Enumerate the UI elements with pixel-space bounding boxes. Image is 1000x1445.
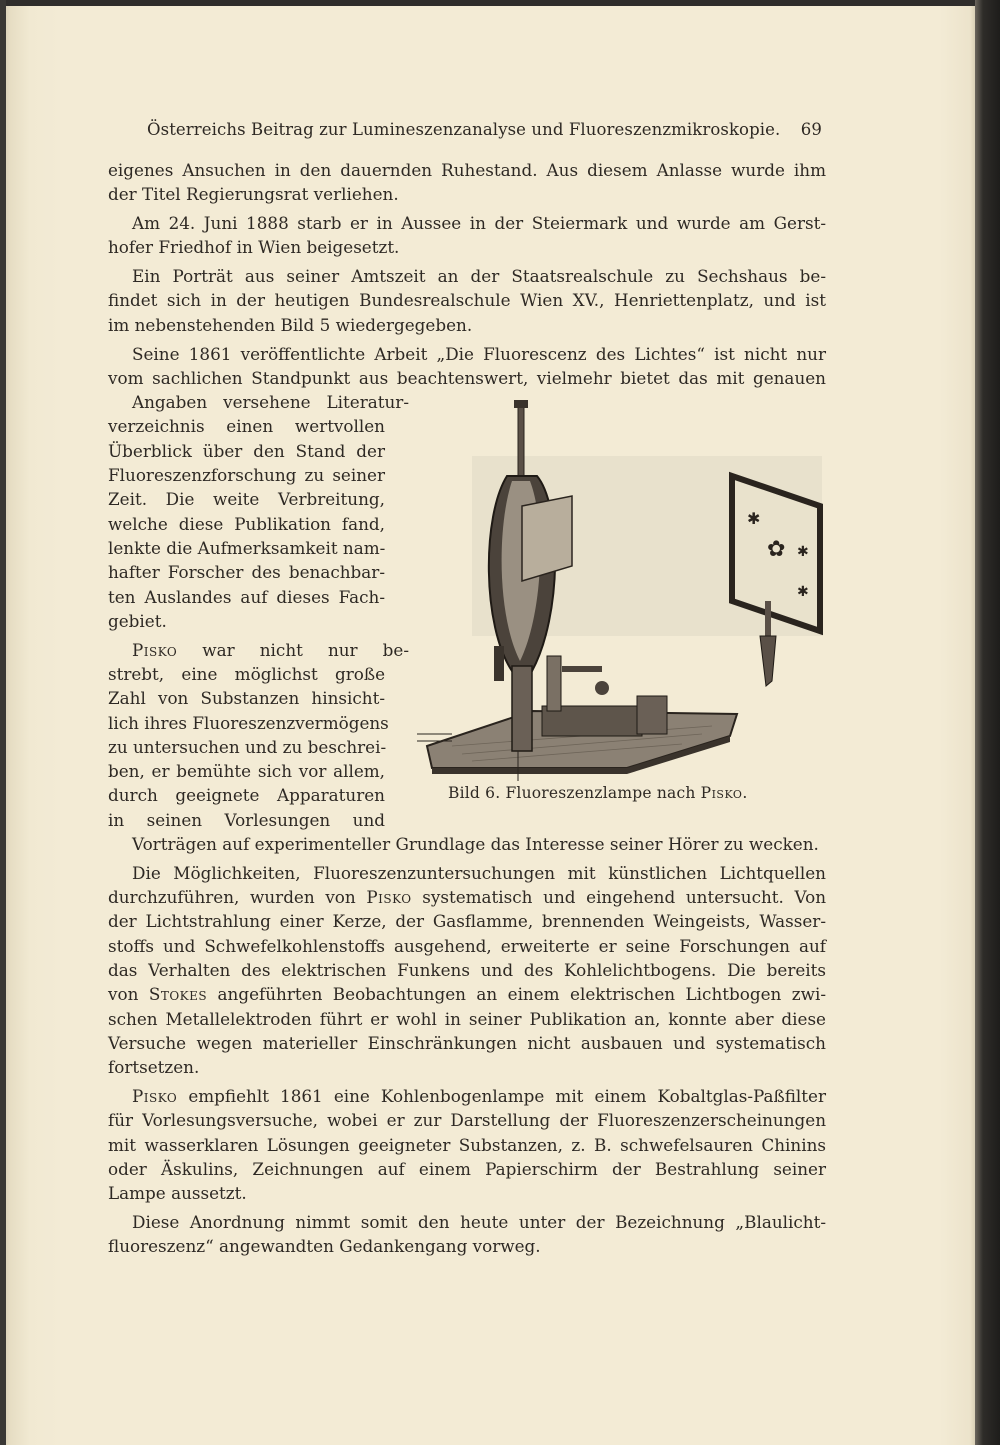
page-number: 69: [800, 120, 822, 139]
electrode-holder: [547, 656, 561, 711]
text-line: in seinen Vorlesungen und: [108, 809, 385, 830]
text-line: strebt, eine möglichst große: [108, 663, 385, 684]
text-line: Zeit. Die weite Verbreitung,: [108, 489, 385, 510]
text-line: für Vorlesungsversuche, wobei er zur Darstellung der Fluoreszenzerscheinungen: [108, 1110, 826, 1131]
text-line: Überblick über den Stand der: [108, 440, 385, 461]
small-caps-name: Pisko: [132, 639, 178, 660]
paragraph: [108, 264, 826, 337]
small-caps-name: Stokes: [148, 984, 208, 1005]
text-lines: [108, 832, 826, 856]
text-line: ben, er bemühte sich vor allem,: [108, 761, 385, 782]
svg-text:✿: ✿: [767, 537, 786, 562]
text-line: [108, 982, 826, 1006]
text-line: Lampe aussetzt.: [108, 1183, 247, 1204]
text-line: Am 24. Juni 1888 starb er in Aussee in der Steiermark und wurde am Gerst-: [132, 213, 826, 234]
small-caps-name: Pisko: [132, 1085, 178, 1106]
text-lines: [108, 1084, 826, 1205]
scan-left-edge: [0, 0, 6, 1445]
text-line: Angaben versehene Literatur-: [132, 392, 409, 413]
text-line: [108, 885, 826, 909]
screen-stand-holder: [760, 636, 776, 686]
text-segment: angeführten Beobachtungen an einem elektrischen Lichtbogen zwi-: [207, 984, 826, 1005]
text-line: eigenes Ansuchen in den dauernden Ruhestand. Aus diesem Anlasse wurde ihm: [108, 160, 826, 180]
paragraph: [108, 158, 826, 207]
text-line: ten Auslandes auf dieses Fach-: [108, 586, 385, 607]
text-line: Versuche wegen materieller Einschränkungen nicht ausbauen und systematisch: [108, 1032, 826, 1053]
svg-text:✱: ✱: [747, 509, 761, 528]
text-line: Ein Porträt aus seiner Amtszeit an der Staatsrealschule zu Sechshaus be-: [132, 266, 826, 287]
text-lines: [108, 342, 826, 391]
paragraph: [108, 1084, 826, 1205]
text-line: gebiet.: [108, 610, 167, 631]
small-caps-name: Pisko: [700, 784, 743, 802]
text-lines: [108, 1210, 826, 1259]
running-header: [147, 120, 822, 139]
text-segment: .: [742, 784, 748, 802]
figure-caption: [448, 784, 748, 802]
text-segment: empfiehlt 1861 eine Kohlenbogenlampe mit einem Kobaltglas-Paßfilter: [177, 1085, 826, 1106]
text-line: Fluoreszenzforschung zu seiner: [108, 465, 385, 486]
text-line: schen Metallelektroden führt er wohl in seiner Publikation an, konnte aber diese: [108, 1008, 826, 1029]
text-line: fluoreszenz“ angewandten Gedankengang vorweg.: [108, 1236, 541, 1257]
fluorescence-lamp-illustration: [412, 396, 828, 781]
text-line: Seine 1861 veröffentlichte Arbeit „Die Fluorescenz des Lichtes“ ist nicht nur: [132, 343, 826, 364]
book-page: [0, 6, 975, 1445]
filter-plate: [522, 496, 572, 581]
text-line: hafter Forscher des benachbar-: [108, 562, 385, 583]
rod-knob: [514, 400, 528, 408]
text-segment: durchzuführen, wurden von: [108, 887, 367, 908]
text-line: fortsetzen.: [108, 1057, 200, 1078]
text-segment: war nicht nur be-: [177, 639, 409, 660]
lamp-column: [512, 666, 532, 751]
paragraph: [108, 861, 826, 1080]
figure-fluorescence-lamp: [412, 396, 828, 811]
text-line: durch geeignete Apparaturen: [108, 785, 385, 806]
text-line: stoffs und Schwefelkohlenstoffs ausgehend, erweiterte er seine Forschungen auf: [108, 935, 826, 956]
text-line: im nebenstehenden Bild 5 wiedergegeben.: [108, 314, 473, 335]
text-line: der Titel Regierungsrat verliehen.: [108, 184, 399, 205]
text-lines: [108, 211, 826, 260]
text-line: mit wasserklaren Lösungen geeigneter Substanzen, z. B. schwefelsauren Chinins: [108, 1134, 826, 1155]
text-lines: [108, 158, 826, 207]
text-line: Zahl von Substanzen hinsicht-: [108, 688, 385, 709]
text-line: zu untersuchen und zu beschrei-: [108, 736, 387, 757]
terminal-block: [637, 696, 667, 734]
text-line: verzeichnis einen wertvollen: [108, 416, 385, 437]
text-line: lich ihres Fluoreszenzvermögens: [108, 712, 389, 733]
text-line: Die Möglichkeiten, Fluoreszenzuntersuchungen mit künstlichen Lichtquellen: [132, 862, 826, 883]
text-line: [108, 638, 409, 662]
screen-stand-rod: [765, 601, 771, 641]
svg-text:✱: ✱: [797, 544, 809, 560]
text-line: der Lichtstrahlung einer Kerze, der Gasflamme, brennenden Weingeists, Wasser-: [108, 911, 826, 932]
paragraph: [108, 211, 826, 260]
text-segment: Bild 6. Fluoreszenzlampe nach: [448, 784, 701, 802]
text-line: welche diese Publikation fand,: [108, 513, 385, 534]
text-lines: [108, 264, 826, 337]
text-line: hofer Friedhof in Wien beigesetzt.: [108, 237, 400, 258]
text-line: das Verhalten des elektrischen Funkens und des Kohlelichtbogens. Die bereits: [108, 960, 826, 980]
counterweight: [494, 646, 504, 681]
adjustment-knob: [595, 681, 609, 695]
text-line: lenkte die Aufmerksamkeit nam-: [108, 537, 386, 558]
scan-right-edge: [975, 0, 1000, 1445]
text-line: findet sich in der heutigen Bundesrealschule Wien XV., Henriettenplatz, und ist: [108, 290, 826, 311]
text-lines: [108, 861, 826, 1080]
text-line: Vorträgen auf experimenteller Grundlage das Interesse seiner Hörer zu wecken.: [132, 834, 819, 855]
small-caps-name: Pisko: [366, 887, 412, 908]
text-line: vom sachlichen Standpunkt aus beachtenswert, vielmehr bietet das mit genauen: [108, 367, 826, 388]
running-title: Österreichs Beitrag zur Lumineszenzanalyse und Fluoreszenzmikroskopie.: [147, 120, 781, 139]
text-segment: systematisch und eingehend untersucht. Von: [411, 887, 827, 908]
text-line: oder Äskulins, Zeichnungen auf einem Papierschirm der Bestrahlung seiner: [108, 1158, 826, 1179]
text-segment: von: [108, 984, 149, 1005]
paragraph: [108, 1210, 826, 1259]
text-line: [108, 1084, 826, 1108]
svg-text:✱: ✱: [797, 584, 809, 600]
text-line: Diese Anordnung nimmt somit den heute unter der Bezeichnung „Blaulicht-: [132, 1211, 826, 1232]
